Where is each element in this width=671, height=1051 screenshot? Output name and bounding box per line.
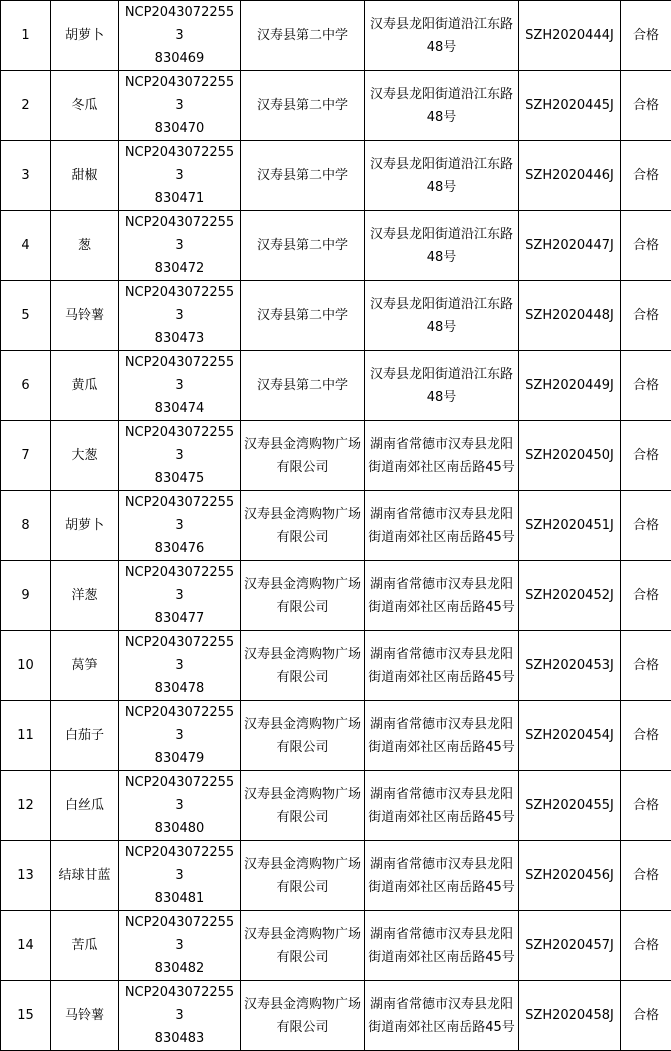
- unit-address-cell: [365, 561, 519, 631]
- product-name: 冬瓜: [71, 98, 97, 113]
- product-name: 白茄子: [65, 728, 104, 743]
- report-number: SZH2020452J: [525, 588, 614, 603]
- sample-code-line-1: NCP20430722553: [125, 5, 234, 43]
- product-name: 结球甘蓝: [58, 868, 110, 883]
- product-name-cell: [51, 351, 119, 421]
- sample-code-line-1: NCP20430722553: [125, 355, 234, 393]
- row-number-cell: [1, 771, 51, 841]
- product-name-cell: [51, 141, 119, 211]
- result-status: 合格: [633, 798, 659, 813]
- sampled-unit-line-2: 有限公司: [276, 530, 328, 545]
- table-row: [1, 1, 671, 71]
- report-number-cell: [519, 771, 621, 841]
- result-cell: [621, 491, 671, 561]
- sampled-unit-cell: [241, 421, 365, 491]
- product-name-cell: [51, 491, 119, 561]
- sample-code-line-2: 830481: [155, 891, 205, 906]
- product-name-cell: [51, 421, 119, 491]
- product-name: 葱: [78, 238, 91, 253]
- row-number-cell: [1, 701, 51, 771]
- result-status: 合格: [633, 238, 659, 253]
- row-number-cell: [1, 71, 51, 141]
- unit-address-line-1: 汉寿县龙阳街道沿江东路: [370, 87, 513, 102]
- unit-address-line-2: 48号: [427, 180, 457, 195]
- report-number-cell: [519, 1, 621, 71]
- row-number: 4: [21, 238, 29, 253]
- sample-code-line-2: 830469: [155, 51, 205, 66]
- unit-address-line-1: 湖南省常德市汉寿县龙阳: [370, 507, 513, 522]
- result-status: 合格: [633, 28, 659, 43]
- sample-code-line-1: NCP20430722553: [125, 635, 234, 673]
- row-number: 11: [17, 728, 34, 743]
- sampled-unit-cell: [241, 491, 365, 561]
- report-number: SZH2020451J: [525, 518, 614, 533]
- row-number-cell: [1, 141, 51, 211]
- result-status: 合格: [633, 168, 659, 183]
- sample-code-cell: [119, 701, 241, 771]
- sample-code-line-2: 830480: [155, 821, 205, 836]
- report-number-cell: [519, 841, 621, 911]
- row-number-cell: [1, 351, 51, 421]
- product-name-cell: [51, 71, 119, 141]
- report-number: SZH2020449J: [525, 378, 614, 393]
- report-number-cell: [519, 71, 621, 141]
- result-cell: [621, 1, 671, 71]
- unit-address-cell: [365, 1, 519, 71]
- report-number-cell: [519, 701, 621, 771]
- product-name: 胡萝卜: [65, 518, 104, 533]
- result-status: 合格: [633, 588, 659, 603]
- report-number-cell: [519, 631, 621, 701]
- sample-code-line-1: NCP20430722553: [125, 775, 234, 813]
- unit-address-line-1: 湖南省常德市汉寿县龙阳: [370, 997, 513, 1012]
- product-name-cell: [51, 631, 119, 701]
- row-number: 12: [17, 798, 34, 813]
- report-number: SZH2020456J: [525, 868, 614, 883]
- report-number: SZH2020447J: [525, 238, 614, 253]
- report-number: SZH2020458J: [525, 1008, 614, 1023]
- product-name-cell: [51, 211, 119, 281]
- row-number-cell: [1, 491, 51, 561]
- sampled-unit-line-1: 汉寿县第二中学: [257, 238, 348, 253]
- sampled-unit-cell: [241, 1, 365, 71]
- unit-address-line-2: 街道南郊社区南岳路45号: [368, 1020, 515, 1035]
- sampled-unit-line-2: 有限公司: [276, 810, 328, 825]
- sampled-unit-cell: [241, 211, 365, 281]
- result-status: 合格: [633, 308, 659, 323]
- unit-address-cell: [365, 281, 519, 351]
- unit-address-line-2: 48号: [427, 250, 457, 265]
- product-name-cell: [51, 981, 119, 1051]
- unit-address-line-2: 48号: [427, 110, 457, 125]
- unit-address-line-2: 48号: [427, 320, 457, 335]
- row-number: 5: [21, 308, 29, 323]
- product-name-cell: [51, 701, 119, 771]
- result-cell: [621, 351, 671, 421]
- table-row: [1, 211, 671, 281]
- sample-code-line-2: 830471: [155, 191, 205, 206]
- sample-code-line-2: 830477: [155, 611, 205, 626]
- sample-code-cell: [119, 771, 241, 841]
- sampled-unit-cell: [241, 281, 365, 351]
- product-name: 胡萝卜: [65, 28, 104, 43]
- sampled-unit-line-1: 汉寿县金湾购物广场: [244, 647, 361, 662]
- unit-address-line-1: 汉寿县龙阳街道沿江东路: [370, 157, 513, 172]
- sample-code-line-2: 830476: [155, 541, 205, 556]
- sample-code-cell: [119, 981, 241, 1051]
- unit-address-cell: [365, 491, 519, 561]
- table-row: [1, 561, 671, 631]
- table-row: [1, 631, 671, 701]
- result-cell: [621, 981, 671, 1051]
- row-number: 10: [17, 658, 34, 673]
- row-number-cell: [1, 981, 51, 1051]
- result-status: 合格: [633, 1008, 659, 1023]
- product-name: 苦瓜: [71, 938, 97, 953]
- sampled-unit-line-1: 汉寿县金湾购物广场: [244, 507, 361, 522]
- row-number-cell: [1, 421, 51, 491]
- table-row: [1, 281, 671, 351]
- row-number: 9: [21, 588, 29, 603]
- report-number-cell: [519, 141, 621, 211]
- row-number-cell: [1, 1, 51, 71]
- result-cell: [621, 631, 671, 701]
- row-number: 3: [21, 168, 29, 183]
- sample-code-line-2: 830472: [155, 261, 205, 276]
- result-cell: [621, 841, 671, 911]
- table-row: [1, 351, 671, 421]
- unit-address-line-1: 汉寿县龙阳街道沿江东路: [370, 297, 513, 312]
- sample-code-cell: [119, 351, 241, 421]
- unit-address-line-2: 48号: [427, 390, 457, 405]
- unit-address-line-2: 街道南郊社区南岳路45号: [368, 810, 515, 825]
- product-name-cell: [51, 911, 119, 981]
- sample-code-cell: [119, 911, 241, 981]
- row-number: 7: [21, 448, 29, 463]
- sample-code-line-2: 830474: [155, 401, 205, 416]
- sample-code-cell: [119, 141, 241, 211]
- sample-code-line-1: NCP20430722553: [125, 425, 234, 463]
- sample-code-line-1: NCP20430722553: [125, 565, 234, 603]
- sampled-unit-line-1: 汉寿县金湾购物广场: [244, 717, 361, 732]
- row-number-cell: [1, 841, 51, 911]
- sampled-unit-line-2: 有限公司: [276, 1020, 328, 1035]
- unit-address-line-1: 汉寿县龙阳街道沿江东路: [370, 227, 513, 242]
- sampled-unit-line-1: 汉寿县第二中学: [257, 378, 348, 393]
- sample-code-cell: [119, 281, 241, 351]
- sample-code-line-1: NCP20430722553: [125, 495, 234, 533]
- sampled-unit-line-1: 汉寿县金湾购物广场: [244, 577, 361, 592]
- table-row: [1, 771, 671, 841]
- product-name: 大葱: [71, 448, 97, 463]
- report-number: SZH2020454J: [525, 728, 614, 743]
- sampled-unit-line-1: 汉寿县第二中学: [257, 168, 348, 183]
- unit-address-line-1: 汉寿县龙阳街道沿江东路: [370, 17, 513, 32]
- row-number: 2: [21, 98, 29, 113]
- row-number: 8: [21, 518, 29, 533]
- unit-address-line-2: 街道南郊社区南岳路45号: [368, 670, 515, 685]
- sampled-unit-cell: [241, 841, 365, 911]
- report-number-cell: [519, 911, 621, 981]
- product-name-cell: [51, 771, 119, 841]
- sample-code-line-1: NCP20430722553: [125, 215, 234, 253]
- sampled-unit-cell: [241, 71, 365, 141]
- sampled-unit-line-1: 汉寿县第二中学: [257, 308, 348, 323]
- sampled-unit-line-2: 有限公司: [276, 670, 328, 685]
- unit-address-cell: [365, 631, 519, 701]
- report-number-cell: [519, 981, 621, 1051]
- sample-code-cell: [119, 1, 241, 71]
- report-number-cell: [519, 351, 621, 421]
- report-number: SZH2020444J: [525, 28, 614, 43]
- unit-address-cell: [365, 211, 519, 281]
- result-cell: [621, 911, 671, 981]
- unit-address-cell: [365, 911, 519, 981]
- table-row: [1, 421, 671, 491]
- report-number: SZH2020455J: [525, 798, 614, 813]
- result-status: 合格: [633, 938, 659, 953]
- sampled-unit-cell: [241, 911, 365, 981]
- product-name: 甜椒: [71, 168, 97, 183]
- unit-address-line-2: 街道南郊社区南岳路45号: [368, 880, 515, 895]
- unit-address-line-1: 湖南省常德市汉寿县龙阳: [370, 927, 513, 942]
- report-number: SZH2020457J: [525, 938, 614, 953]
- unit-address-cell: [365, 141, 519, 211]
- row-number: 13: [17, 868, 34, 883]
- report-number-cell: [519, 491, 621, 561]
- sampled-unit-cell: [241, 701, 365, 771]
- unit-address-cell: [365, 841, 519, 911]
- result-status: 合格: [633, 728, 659, 743]
- report-number-cell: [519, 211, 621, 281]
- sample-code-cell: [119, 421, 241, 491]
- sample-code-line-1: NCP20430722553: [125, 915, 234, 953]
- sampled-unit-line-2: 有限公司: [276, 460, 328, 475]
- sample-code-cell: [119, 491, 241, 561]
- sampled-unit-cell: [241, 981, 365, 1051]
- result-cell: [621, 211, 671, 281]
- sampled-unit-cell: [241, 561, 365, 631]
- sample-code-line-2: 830475: [155, 471, 205, 486]
- table-row: [1, 71, 671, 141]
- report-number: SZH2020445J: [525, 98, 614, 113]
- table-row: [1, 911, 671, 981]
- unit-address-line-1: 湖南省常德市汉寿县龙阳: [370, 787, 513, 802]
- sample-code-line-2: 830470: [155, 121, 205, 136]
- sample-code-line-2: 830478: [155, 681, 205, 696]
- row-number-cell: [1, 561, 51, 631]
- result-cell: [621, 771, 671, 841]
- unit-address-line-1: 湖南省常德市汉寿县龙阳: [370, 577, 513, 592]
- report-number: SZH2020453J: [525, 658, 614, 673]
- unit-address-line-1: 汉寿县龙阳街道沿江东路: [370, 367, 513, 382]
- table-row: [1, 141, 671, 211]
- table-row: [1, 981, 671, 1051]
- product-name-cell: [51, 841, 119, 911]
- unit-address-line-1: 湖南省常德市汉寿县龙阳: [370, 647, 513, 662]
- report-number-cell: [519, 281, 621, 351]
- sampled-unit-line-1: 汉寿县金湾购物广场: [244, 437, 361, 452]
- sampled-unit-line-2: 有限公司: [276, 740, 328, 755]
- table-row: [1, 841, 671, 911]
- sample-code-line-1: NCP20430722553: [125, 985, 234, 1023]
- product-name-cell: [51, 1, 119, 71]
- result-cell: [621, 141, 671, 211]
- sample-code-cell: [119, 631, 241, 701]
- product-name: 马铃薯: [65, 308, 104, 323]
- unit-address-line-2: 街道南郊社区南岳路45号: [368, 530, 515, 545]
- result-status: 合格: [633, 378, 659, 393]
- unit-address-line-2: 街道南郊社区南岳路45号: [368, 460, 515, 475]
- row-number-cell: [1, 631, 51, 701]
- sampled-unit-cell: [241, 351, 365, 421]
- unit-address-line-1: 湖南省常德市汉寿县龙阳: [370, 437, 513, 452]
- result-status: 合格: [633, 868, 659, 883]
- product-name-cell: [51, 561, 119, 631]
- unit-address-line-2: 街道南郊社区南岳路45号: [368, 600, 515, 615]
- product-name: 黄瓜: [71, 378, 97, 393]
- report-number: SZH2020446J: [525, 168, 614, 183]
- product-name-cell: [51, 281, 119, 351]
- row-number: 15: [17, 1008, 34, 1023]
- unit-address-cell: [365, 701, 519, 771]
- sampled-unit-line-1: 汉寿县金湾购物广场: [244, 997, 361, 1012]
- report-number: SZH2020448J: [525, 308, 614, 323]
- row-number-cell: [1, 211, 51, 281]
- row-number: 14: [17, 938, 34, 953]
- product-name: 莴笋: [71, 658, 97, 673]
- sample-code-line-1: NCP20430722553: [125, 75, 234, 113]
- sampled-unit-line-1: 汉寿县金湾购物广场: [244, 927, 361, 942]
- sampled-unit-cell: [241, 141, 365, 211]
- product-name: 白丝瓜: [65, 798, 104, 813]
- sampled-unit-line-1: 汉寿县第二中学: [257, 98, 348, 113]
- unit-address-line-2: 街道南郊社区南岳路45号: [368, 740, 515, 755]
- unit-address-cell: [365, 71, 519, 141]
- sample-code-line-1: NCP20430722553: [125, 845, 234, 883]
- sampled-unit-cell: [241, 631, 365, 701]
- sampled-unit-line-1: 汉寿县第二中学: [257, 28, 348, 43]
- table-row: [1, 701, 671, 771]
- result-cell: [621, 701, 671, 771]
- row-number-cell: [1, 281, 51, 351]
- row-number-cell: [1, 911, 51, 981]
- result-cell: [621, 281, 671, 351]
- sample-code-line-1: NCP20430722553: [125, 705, 234, 743]
- table-row: [1, 491, 671, 561]
- sample-code-cell: [119, 211, 241, 281]
- sample-code-cell: [119, 841, 241, 911]
- unit-address-cell: [365, 771, 519, 841]
- result-status: 合格: [633, 658, 659, 673]
- sampled-unit-line-2: 有限公司: [276, 950, 328, 965]
- sampled-unit-line-2: 有限公司: [276, 600, 328, 615]
- result-status: 合格: [633, 98, 659, 113]
- result-status: 合格: [633, 448, 659, 463]
- product-name: 洋葱: [71, 588, 97, 603]
- unit-address-line-1: 湖南省常德市汉寿县龙阳: [370, 717, 513, 732]
- report-number: SZH2020450J: [525, 448, 614, 463]
- sample-code-line-2: 830479: [155, 751, 205, 766]
- row-number: 6: [21, 378, 29, 393]
- report-number-cell: [519, 421, 621, 491]
- sampled-unit-cell: [241, 771, 365, 841]
- row-number: 1: [21, 28, 29, 43]
- sample-code-cell: [119, 561, 241, 631]
- table-body: [1, 1, 671, 1051]
- result-cell: [621, 71, 671, 141]
- unit-address-cell: [365, 981, 519, 1051]
- unit-address-cell: [365, 421, 519, 491]
- unit-address-line-2: 街道南郊社区南岳路45号: [368, 950, 515, 965]
- sample-code-cell: [119, 71, 241, 141]
- result-status: 合格: [633, 518, 659, 533]
- sample-code-line-1: NCP20430722553: [125, 145, 234, 183]
- sample-code-line-1: NCP20430722553: [125, 285, 234, 323]
- sampled-unit-line-1: 汉寿县金湾购物广场: [244, 787, 361, 802]
- result-cell: [621, 421, 671, 491]
- sample-code-line-2: 830482: [155, 961, 205, 976]
- sampled-unit-line-2: 有限公司: [276, 880, 328, 895]
- sampled-unit-line-1: 汉寿县金湾购物广场: [244, 857, 361, 872]
- sample-code-line-2: 830473: [155, 331, 205, 346]
- unit-address-line-2: 48号: [427, 40, 457, 55]
- report-number-cell: [519, 561, 621, 631]
- unit-address-line-1: 湖南省常德市汉寿县龙阳: [370, 857, 513, 872]
- result-cell: [621, 561, 671, 631]
- unit-address-cell: [365, 351, 519, 421]
- product-name: 马铃薯: [65, 1008, 104, 1023]
- sample-code-line-2: 830483: [155, 1031, 205, 1046]
